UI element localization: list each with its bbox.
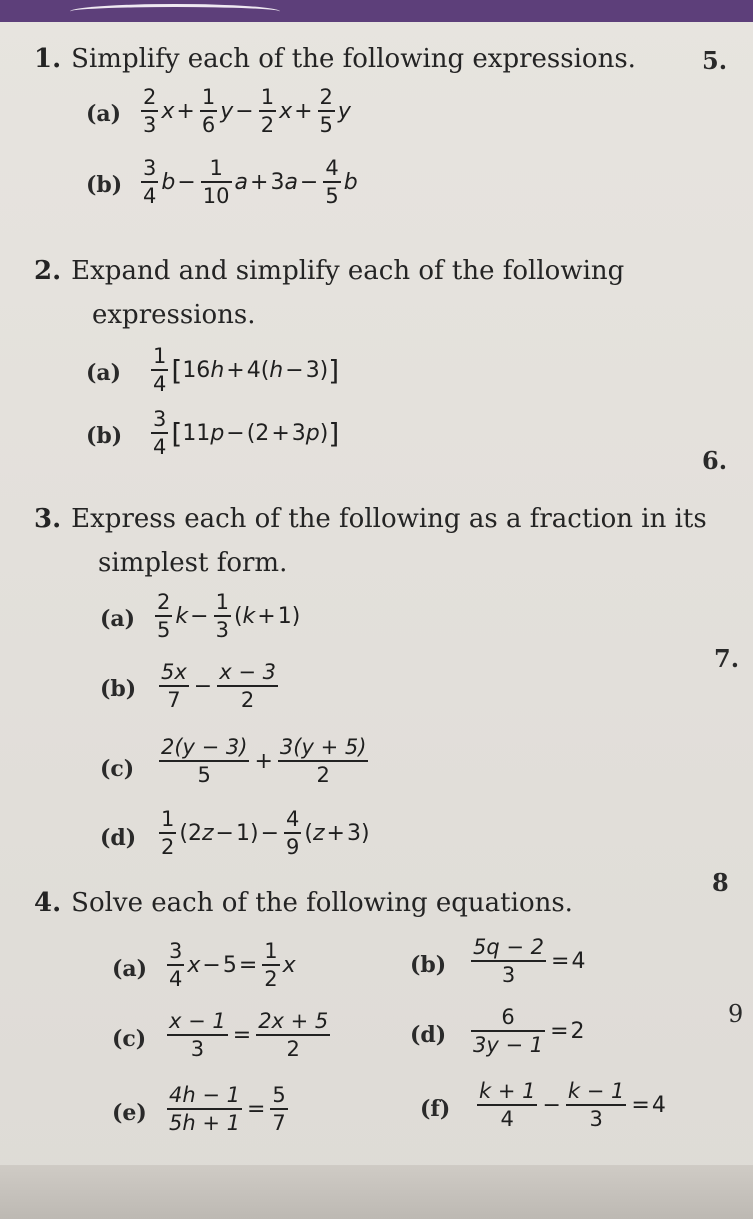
- q3c-expression: $\frac{2(y - 3)}{5}$ + $\frac{3(y + 5)}{2}$: [161, 735, 367, 787]
- q4e-expression: $\frac{4h - 1}{5h + 1}$ = $\frac{5}{7}$: [169, 1083, 286, 1135]
- question-3-text: Express each of the following as a fraction in its: [71, 504, 707, 534]
- q4f-label: (f): [420, 1096, 451, 1122]
- q1a-label: (a): [86, 101, 122, 127]
- question-2-number: 2.: [34, 256, 62, 286]
- q3b-expression: $\frac{5x}{7}$ − $\frac{x - 3}{2}$: [161, 660, 276, 712]
- q1a-expression: $\frac{2}{3}$ x + $\frac{1}{6}$ y − $\frac{1}{2}$ x + $\frac{2}{5}$ y: [143, 85, 351, 137]
- question-2-heading: [34, 256, 624, 286]
- q2a-expression: $\frac{1}{4}$ [ 16 h + 4( h − 3) ]: [153, 344, 340, 396]
- question-2-text-line2: expressions.: [92, 300, 256, 330]
- question-3-heading: [34, 504, 707, 534]
- question-4-heading: [34, 888, 573, 918]
- header-decoration: [70, 4, 280, 19]
- q1b-label: (b): [86, 172, 123, 198]
- q4d-label: (d): [410, 1022, 447, 1048]
- edge-number-7: 7.: [714, 644, 740, 673]
- edge-number-5: 5.: [702, 46, 728, 75]
- q3d-expression: $\frac{1}{2}$ (2 z − 1) − $\frac{4}{9}$ ( z + 3): [161, 807, 370, 859]
- q1b-expression: $\frac{3}{4}$ b − $\frac{1}{10}$ a + 3 a − $\frac{4}{5}$ b: [143, 156, 358, 208]
- edge-number-6: 6.: [702, 446, 728, 475]
- q2b-label: (b): [86, 423, 123, 449]
- edge-number-9: 9: [728, 1000, 744, 1028]
- q4b-expression: $\frac{5q - 2}{3}$ = 4: [473, 935, 586, 987]
- q3c-label: (c): [100, 756, 135, 782]
- question-1-text: Simplify each of the following expressions.: [71, 44, 636, 74]
- edge-number-8: 8: [712, 868, 729, 897]
- question-4-text: Solve each of the following equations.: [71, 888, 573, 918]
- q4e-label: (e): [112, 1100, 147, 1126]
- q4c-label: (c): [112, 1026, 147, 1052]
- q3a-label: (a): [100, 606, 136, 632]
- question-1-number: 1.: [34, 44, 62, 74]
- q4d-expression: $\frac{6}{3y - 1}$ = 2: [473, 1005, 585, 1057]
- q4b-label: (b): [410, 952, 447, 978]
- q2a-label: (a): [86, 360, 122, 386]
- q3a-expression: $\frac{2}{5}$ k − $\frac{1}{3}$ ( k + 1): [157, 590, 301, 642]
- question-3-number: 3.: [34, 504, 62, 534]
- question-2-text: Expand and simplify each of the following: [71, 256, 625, 286]
- question-1-heading: [34, 44, 636, 74]
- q3b-label: (b): [100, 676, 137, 702]
- q3d-label: (d): [100, 825, 137, 851]
- q4c-expression: $\frac{x - 1}{3}$ = $\frac{2x + 5}{2}$: [169, 1009, 329, 1061]
- question-3-text-line2: simplest form.: [98, 548, 288, 578]
- purple-header-strip: [0, 0, 753, 22]
- q2b-expression: $\frac{3}{4}$ [ 11 p − (2 + 3 p ) ]: [153, 407, 340, 459]
- page-bottom-shadow: [0, 1165, 753, 1219]
- q4a-expression: $\frac{3}{4}$ x − 5 = $\frac{1}{2}$ x: [169, 939, 296, 991]
- question-4-number: 4.: [34, 888, 62, 918]
- q4f-expression: $\frac{k + 1}{4}$ − $\frac{k - 1}{3}$ = 4: [479, 1079, 666, 1131]
- q4a-label: (a): [112, 956, 148, 982]
